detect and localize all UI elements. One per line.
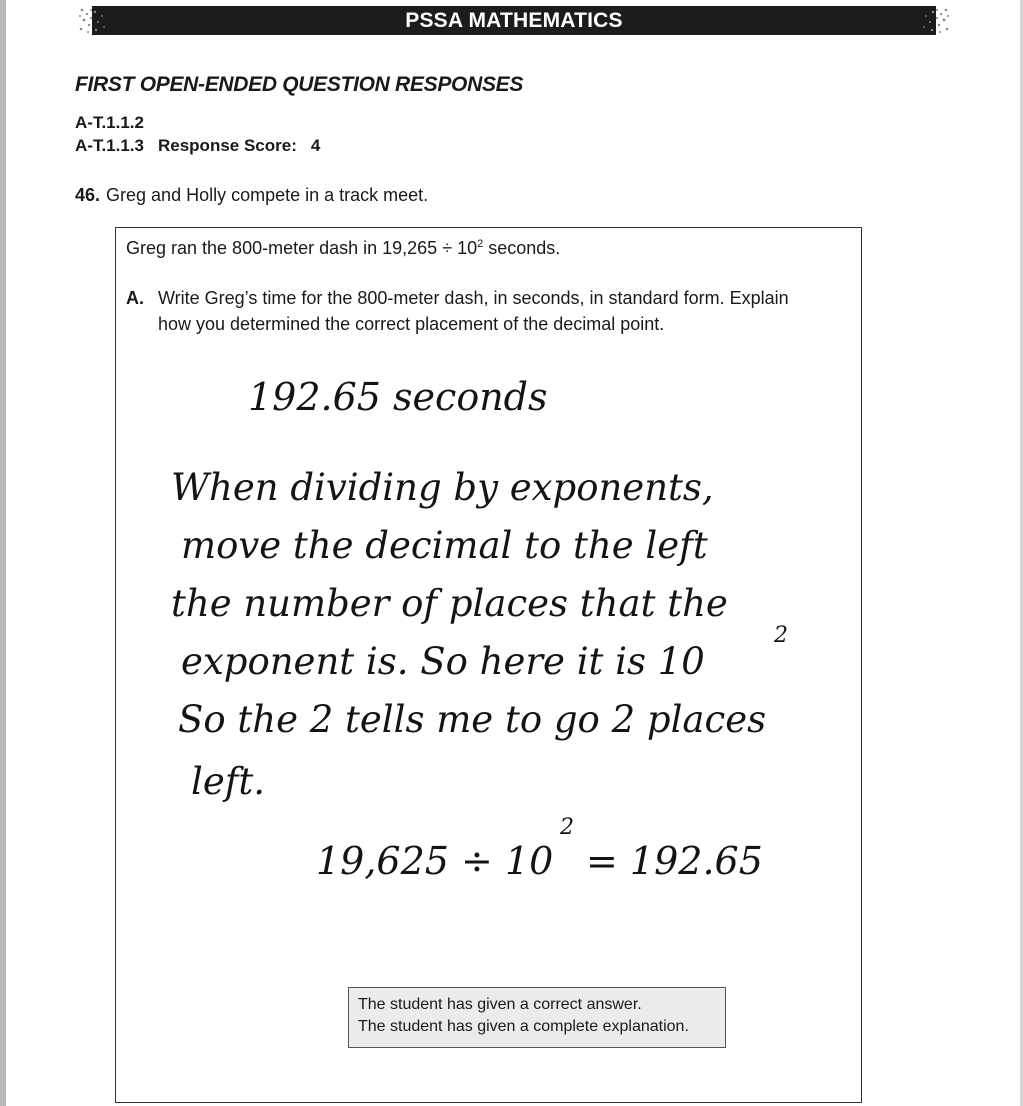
intro-text: Greg ran the 800-meter dash in 19,265 ÷ 10 <box>126 238 478 258</box>
header-title: PSSA MATHEMATICS <box>405 9 623 32</box>
part-letter: A. <box>126 288 144 308</box>
handwritten-answer: 192.65 seconds <box>248 375 548 419</box>
question-number: 46. <box>75 185 101 205</box>
stipple-decoration-right <box>892 6 950 35</box>
handwritten-equation-left: 19,625 ÷ 10 <box>316 839 554 883</box>
handwritten-line-4: exponent is. So here it is 10 <box>181 640 705 683</box>
intro-suffix: seconds. <box>483 238 561 258</box>
section-title: FIRST OPEN-ENDED QUESTION RESPONSES <box>75 73 524 96</box>
handwritten-line-3: the number of places that the <box>171 582 728 625</box>
handwritten-line-1: When dividing by exponents, <box>171 466 714 509</box>
part-line-1: Write Greg’s time for the 800-meter dash, in seconds, in standard form. Explain <box>158 288 789 308</box>
handwritten-equation-exponent: 2 <box>560 815 574 840</box>
scoring-line-1: The student has given a correct answer. <box>358 996 642 1013</box>
intro-exponent: 2 <box>477 238 484 250</box>
anchor-code-1: A-T.1.1.2 <box>75 113 144 132</box>
handwritten-line-5: So the 2 tells me to go 2 places <box>178 698 767 741</box>
handwritten-line-2: move the decimal to the left <box>181 524 708 567</box>
response-score-value: 4 <box>310 136 321 155</box>
anchor-score-line <box>75 136 320 156</box>
header-bar <box>78 6 950 35</box>
part-line-2: how you determined the correct placement of the decimal point. <box>158 314 665 334</box>
anchor-code-2: A-T.1.1.3 <box>75 136 144 155</box>
question-text: Greg and Holly compete in a track meet. <box>106 185 429 205</box>
scoring-line-2: The student has given a complete explanation. <box>358 1018 689 1035</box>
response-box <box>115 227 862 1103</box>
handwritten-response <box>116 228 860 1101</box>
handwritten-exponent: 2 <box>774 623 788 648</box>
handwritten-equation-right: = 192.65 <box>586 839 763 883</box>
left-page-edge <box>0 0 6 1106</box>
response-score-label: Response Score: <box>157 136 297 155</box>
question-line <box>75 185 428 206</box>
stipple-decoration-left <box>78 6 136 35</box>
handwritten-line-6: left. <box>191 760 266 803</box>
scoring-note-box <box>348 987 726 1048</box>
